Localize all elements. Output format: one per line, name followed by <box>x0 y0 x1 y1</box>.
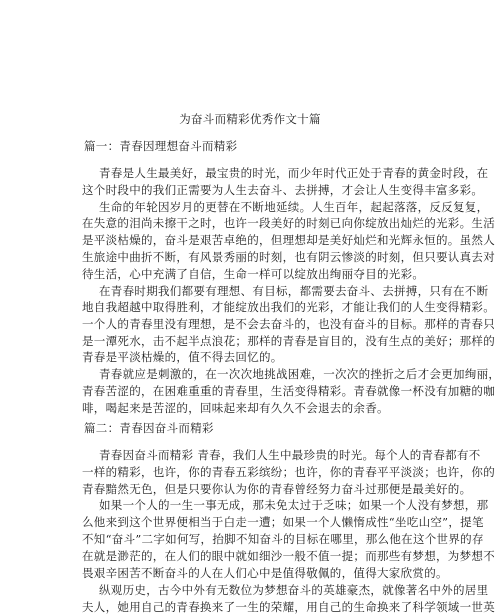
section-2-line: 么他来到这个世界便相当于白走一遭；如果一个人懒惰成性“坐吃山空”，提笔 <box>82 515 484 529</box>
section-2-line: 畏艰辛困苦不断奋斗的人在人们心中是值得敬佩的，值得大家欣赏的。 <box>82 566 448 580</box>
section-2-line: 夫人，她用自己的青春换来了一生的荣耀，用自己的生命换来了科学领域一世英 <box>82 600 495 614</box>
section-2-line: 一样的精彩，也许，你的青春五彩缤纷；也许，你的青春平平淡淡；也许，你的 <box>82 465 495 479</box>
section-1-line: 地自我超越中取得胜利，才能绽放出我们的光彩，才能让我们的人生变得精彩。 <box>82 300 495 314</box>
section-1-line: 生命的年轮因岁月的更替在不断地延续。人生百年，起起落落，反反复复， <box>99 200 489 214</box>
section-1-line: 这个时段中的我们正需要为人生去奋斗、去拼搏，才会让人生变得丰富多彩。 <box>82 183 484 197</box>
section-1-line: 在失意的泪尚未擦干之时，也许一段美好的时刻已向你绽放出灿烂的光彩。生活 <box>82 216 495 230</box>
section-2-heading: 篇二：青春因奋斗而精彩 <box>84 421 214 435</box>
section-1-line: 是平淡枯燥的，奋斗是艰苦卓绝的，但理想却是美好灿烂和光辉永恒的。虽然人 <box>82 233 495 247</box>
section-2-line: 在就是渺茫的，在人们的眼中就如细沙一般不值一提；而那些有梦想，为梦想不 <box>82 549 495 563</box>
section-1-line: 青春是人生最美好，最宝贵的时光，而少年时代正处于青春的黄金时段，在 <box>99 166 489 180</box>
section-1-line: 是一潭死水，击不起半点浪花；那样的青春是盲目的，没有生点的美好；那样的 <box>82 334 495 348</box>
section-1-line: 青春苦涩的，在困难重重的青春里，生活变得精彩。青春就像一杯没有加糖的咖 <box>82 384 495 398</box>
section-1-line: 在青春时期我们都要有理想、有目标，都需要去奋斗、去拼搏，只有在不断 <box>99 284 489 298</box>
section-1-line: 青春就应是刺激的，在一次次地挑战困难，一次次的挫折之后才会更加绚丽， <box>99 367 500 381</box>
section-1-line: 待生活，心中充满了自信，生命一样可以绽放出绚丽夺目的光彩。 <box>82 267 425 281</box>
section-1-line: 生旅途中曲折不断，有风景秀丽的时刻，也有阴云惨淡的时刻，但只要认真去对 <box>82 250 495 264</box>
document-title: 为奋斗而精彩优秀作文十篇 <box>179 112 321 126</box>
section-1-line: 啡，喝起来是苦涩的，回味起来却有久久不会退去的余香。 <box>82 401 389 415</box>
section-2-line: 纵观历史，古今中外有无数位为梦想奋斗的英雄豪杰，就像著名中外的居里 <box>99 583 489 597</box>
section-2-line: 不知“奋斗”二字如何写，抬脚不知奋斗的目标在哪里，那么他在这个世界的存 <box>82 532 484 546</box>
section-1-heading: 篇一：青春因理想奋斗而精彩 <box>84 139 238 153</box>
section-1-line: 一个人的青春里没有理想，是不会去奋斗的，也没有奋斗的目标。那样的青春只 <box>82 317 495 331</box>
section-2-line: 青春因奋斗而精彩 青春，我们人生中最珍贵的时光。每个人的青春都有不 <box>99 448 481 462</box>
section-2-line: 青春黯然无色，但是只要你认为你的青春曾经努力奋斗过那便是最美好的。 <box>82 482 472 496</box>
section-1-line: 青春是平淡枯燥的，值不得去回忆的。 <box>82 350 283 364</box>
section-2-line: 如果一个人的一生一事无成，那未免太过于乏味；如果一个人没有梦想，那 <box>99 498 489 512</box>
